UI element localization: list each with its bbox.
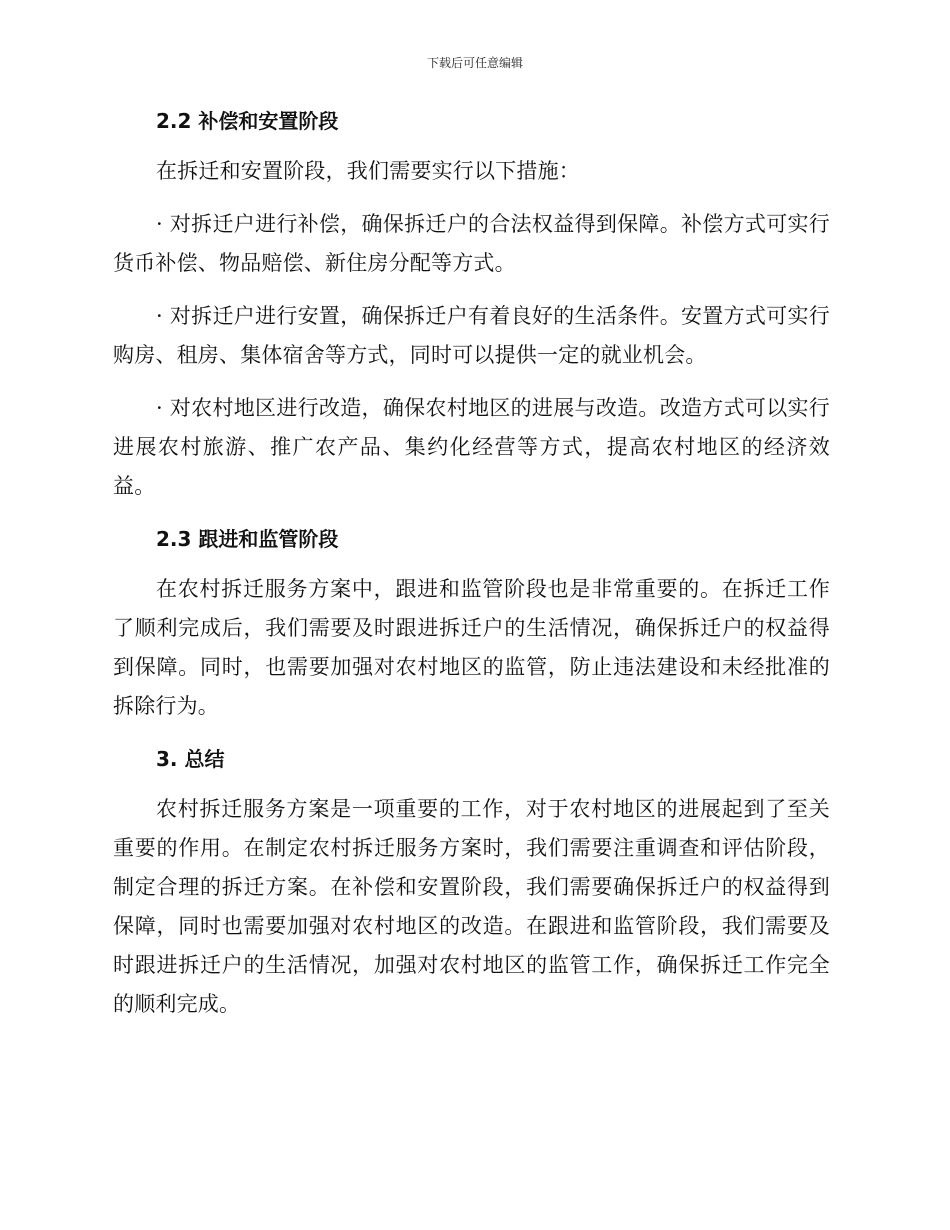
bullet-compensation: · 对拆迁户进行补偿，确保拆迁户的合法权益得到保障。补偿方式可实行货币补偿、物品赔偿、新住房分配等方式。 (113, 212, 830, 275)
bullet-rural-renovation: · 对农村地区进行改造，确保农村地区的进展与改造。改造方式可以实行进展农村旅游、推广农产品、集约化经营等方式，提高农村地区的经济效益。 (113, 396, 830, 498)
section-heading-3: 3. 总结 (156, 747, 225, 771)
section-2-2-intro: 在拆迁和安置阶段，我们需要实行以下措施： (156, 159, 580, 183)
bullet-resettlement: · 对拆迁户进行安置，确保拆迁户有着良好的生活条件。安置方式可实行购房、租房、集体宿舍等方式，同时可以提供一定的就业机会。 (113, 304, 830, 367)
section-2-3-body: 在农村拆迁服务方案中，跟进和监管阶段也是非常重要的。在拆迁工作了顺利完成后，我们需要及时跟进拆迁户的生活情况，确保拆迁户的权益得到保障。同时，也需要加强对农村地区的监管，防止违法建设和未经批准的拆除行为。 (113, 577, 830, 718)
page-header-note: 下载后可任意编辑 (426, 56, 523, 70)
section-3-body: 农村拆迁服务方案是一项重要的工作，对于农村地区的进展起到了至关重要的作用。在制定农村拆迁服务方案时，我们需要注重调查和评估阶段，制定合理的拆迁方案。在补偿和安置阶段，我们需要确保拆迁户的权益得到保障，同时也需要加强对农村地区的改造。在跟进和监管阶段，我们需要及时跟进拆迁户的生活情况，加强对农村地区的监管工作，确保拆迁工作完全的顺利完成。 (113, 797, 830, 1016)
document-body (113, 104, 830, 1024)
section-heading-2-2: 2.2 补偿和安置阶段 (156, 109, 339, 133)
section-heading-2-3: 2.3 跟进和监管阶段 (156, 527, 339, 551)
